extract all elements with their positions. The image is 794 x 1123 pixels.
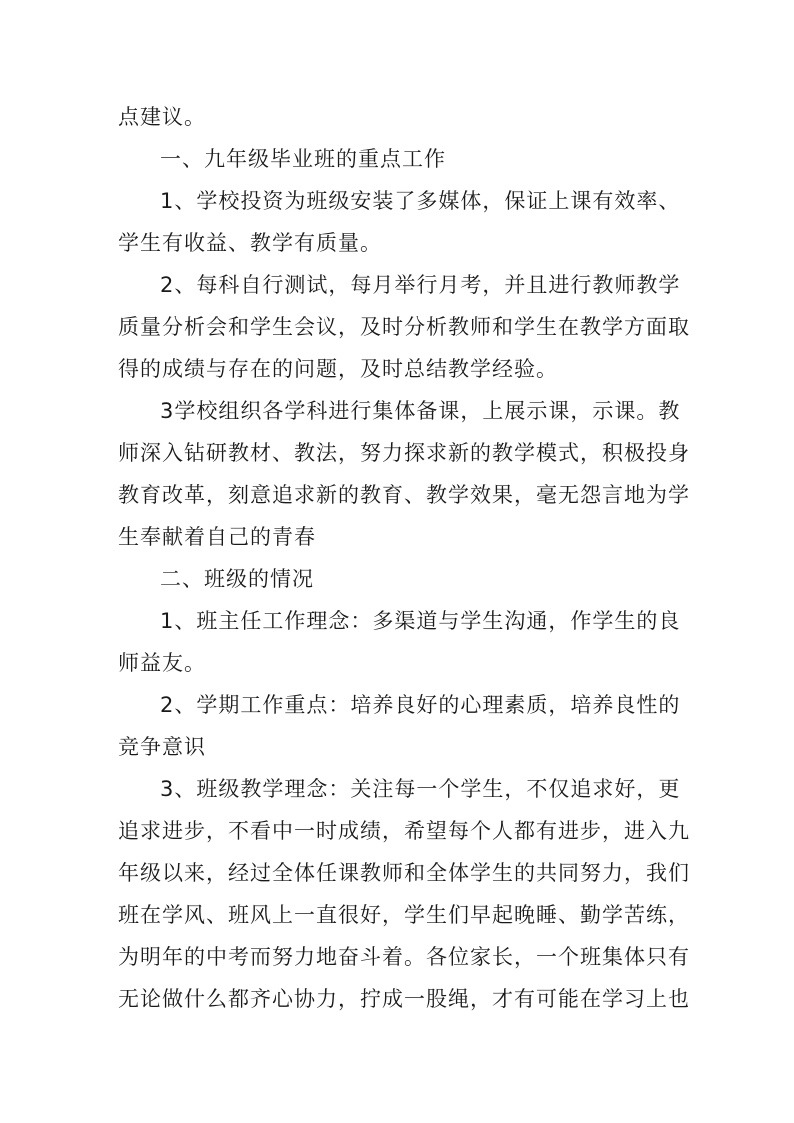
section-heading-2: 二、班级的情况 [160,567,314,591]
text-line: 2、每科自行测试，每月举行月考，并且进行教师教学 [160,273,681,297]
text-line: 生奉献着自己的青春 [118,525,316,549]
text-line: 1、班主任工作理念：多渠道与学生沟通，作学生的良 [160,609,681,633]
text-line: 为明年的中考而努力地奋斗着。各位家长，一个班集体只有 [118,945,690,969]
text-line: 教育改革，刻意追求新的教育、教学效果，毫无怨言地为学 [118,483,690,507]
text-line: 师深入钻研教材、教法，努力探求新的教学模式，积极投身 [118,441,690,465]
text-line: 3学校组织各学科进行集体备课，上展示课，示课。教 [160,399,681,423]
text-line: 师益友。 [118,651,206,675]
section-heading-1: 一、九年级毕业班的重点工作 [160,147,446,171]
text-line: 点建议。 [118,105,206,129]
text-line: 追求进步，不看中一时成绩，希望每个人都有进步，进入九 [118,819,690,843]
text-line: 3、班级教学理念：关注每一个学生，不仅追求好，更 [160,777,681,801]
text-line: 质量分析会和学生会议，及时分析教师和学生在教学方面取 [118,315,690,339]
text-line: 无论做什么都齐心协力，拧成一股绳，才有可能在学习上也 [118,987,690,1011]
text-line: 学生有收益、教学有质量。 [118,231,382,255]
text-line: 2、学期工作重点：培养良好的心理素质，培养良性的 [160,693,681,717]
text-line: 班在学风、班风上一直很好，学生们早起晚睡、勤学苦练， [118,903,690,927]
text-line: 1、学校投资为班级安装了多媒体，保证上课有效率、 [160,189,681,213]
text-line: 竞争意识 [118,735,206,759]
text-line: 得的成绩与存在的问题，及时总结教学经验。 [118,357,558,381]
text-line: 年级以来，经过全体任课教师和全体学生的共同努力，我们 [118,861,690,885]
